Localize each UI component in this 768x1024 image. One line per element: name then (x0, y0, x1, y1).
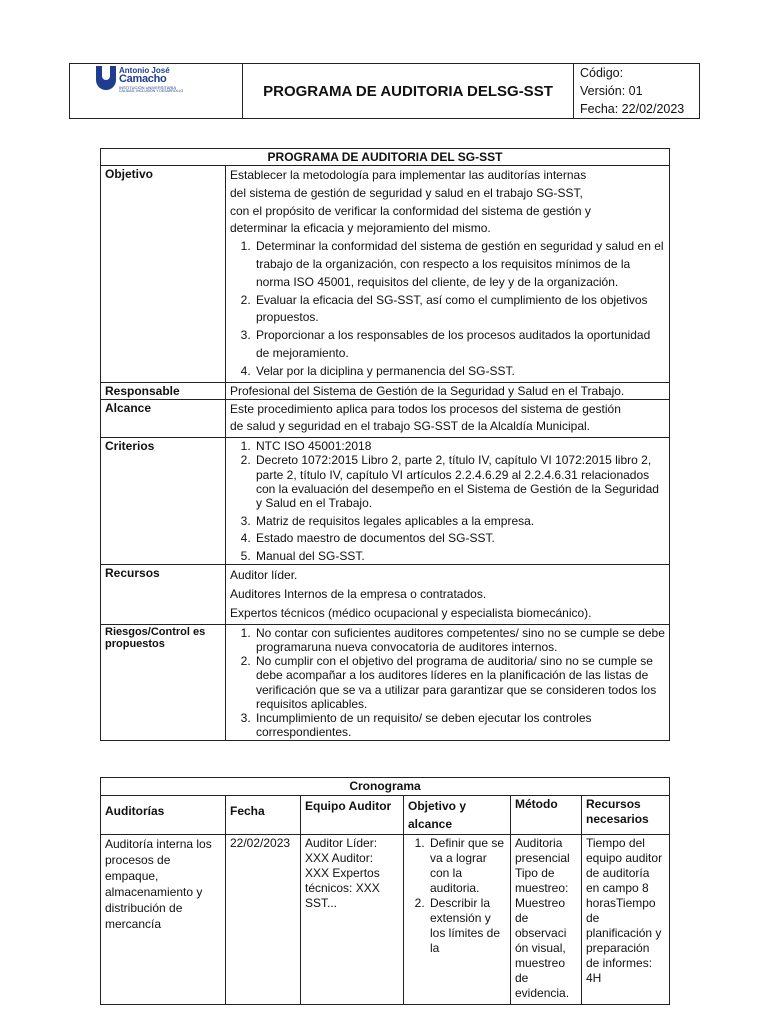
table-row (101, 835, 670, 1005)
objetivo-intro-4: determinar la eficacia y mejoramiento del mismo. (230, 221, 491, 236)
riesgos-row (101, 624, 670, 741)
row-objetivo-item: 2. Describir la extensión y los límites de la (428, 896, 506, 956)
alcance-value (226, 399, 670, 438)
riesgos-label: Riesgos/Control es propuestos (101, 624, 226, 741)
criterios-list (230, 439, 665, 563)
objetivo-item: 3. Proporcionar a los responsables de los procesos auditados la oportunidad de mejoramiento. (254, 327, 665, 363)
criterio-item: 4. Estado maestro de documentos del SG-SST. (254, 531, 665, 545)
riesgos-content (226, 624, 670, 741)
riesgos-list (230, 626, 665, 740)
version-label: Versión: 01 (580, 84, 643, 98)
logo-line1: Antonio José (119, 66, 170, 75)
criterio-item: 3. Matriz de requisitos legales aplicables a la empresa. (254, 514, 665, 528)
col-objetivo: Objetivo y alcance (404, 796, 511, 835)
fecha-label: Fecha: 22/02/2023 (580, 102, 685, 116)
objetivo-item: 1. Determinar la conformidad del sistema de gestión en seguridad y salud en el trabajo de la organización, con respecto a los requisitos mínimos de la norma ISO 45001, requisitos del cliente, de ley y de la organización. (254, 238, 665, 291)
page-title: PROGRAMA DE AUDITORIA DELSG-SST (243, 64, 574, 119)
row-objetivo-item: 1. Definir que se va a lograr con la auditoria. (428, 836, 506, 896)
program-title: PROGRAMA DE AUDITORIA DEL SG-SST (101, 149, 670, 166)
cronograma-title: Cronograma (101, 778, 670, 796)
col-metodo: Método (511, 796, 582, 835)
row-auditorias: Auditoría interna los procesos de empaque, almacenamiento y distribución de mercancía (101, 835, 226, 1005)
recurso-item: Auditores Internos de la empresa o contratados. (230, 586, 487, 601)
row-recursos: Tiempo del equipo auditor de auditoría en campo 8 horasTiempo de planificación y preparación de informes: 4H (582, 835, 670, 1005)
recursos-content (226, 564, 670, 624)
row-equipo: Auditor Líder: XXX Auditor: XXX Expertos técnicos: XXX SST... (301, 835, 404, 1005)
objetivo-list (230, 238, 665, 380)
alcance-label: Alcance (101, 399, 226, 438)
criterio-item: 1. NTC ISO 45001:2018 (254, 439, 665, 453)
logo-icon (96, 66, 116, 90)
col-recursos: Recursos necesarios (582, 796, 670, 835)
objetivo-item: 2. Evaluar la eficacia del SG-SST, así como el cumplimiento de los objetivos propuestos. (254, 292, 665, 328)
objetivo-intro-1: Establecer la metodología para implementar las auditorías internas (230, 168, 587, 182)
objetivo-label: Objetivo (101, 166, 226, 383)
riesgo-item: 2. No cumplir con el objetivo del programa de auditoria/ sino no se cumple se debe acompañar a los auditores líderes en la planificación de las listas de verificación que se va a utilizar para garantizar que se consideren todos los requisitos aplicables. (254, 654, 665, 711)
col-equipo: Equipo Auditor (301, 796, 404, 835)
logo-line4: CALIDAD, INCLUSIÓN Y DESARROLLO (119, 89, 184, 93)
criterios-row (101, 438, 670, 565)
recursos-label: Recursos (101, 564, 226, 624)
logo-cell (70, 64, 243, 119)
row-fecha: 22/02/2023 (226, 835, 301, 1005)
col-fecha: Fecha (226, 796, 301, 835)
audit-program-table (100, 148, 670, 741)
col-auditorias: Auditorías (101, 796, 226, 835)
objetivo-item: 4. Velar por la diciplina y permanencia del SG-SST. (254, 363, 665, 381)
alcance-line: Este procedimiento aplica para todos los procesos del sistema de gestión (230, 401, 621, 416)
cronograma-table (100, 777, 670, 1005)
riesgo-item: 3. Incumplimiento de un requisito/ se deben ejecutar los controles correspondientes. (254, 711, 665, 739)
objetivo-intro-3: con el propósito de verificar la conformidad del sistema de gestión y (230, 203, 591, 218)
objetivo-content (226, 166, 670, 383)
recurso-item: Auditor líder. (230, 567, 298, 582)
document-code-block (574, 64, 700, 119)
codigo-label: Código: (580, 66, 624, 80)
criterios-label: Criterios (101, 438, 226, 565)
institution-logo (96, 66, 216, 94)
logo-line3: INSTITUCIÓN UNIVERSITARIA (119, 85, 177, 90)
alcance-line: de salud y seguridad en el trabajo SG-SST de la Alcaldía Municipal. (230, 419, 590, 434)
row-objetivo (404, 835, 511, 1005)
objetivo-row (101, 166, 670, 383)
objetivo-intro-2: del sistema de gestión de seguridad y salud en el trabajo SG-SST, (230, 185, 583, 200)
riesgo-item: 1. No contar con suficientes auditores competentes/ sino no se cumple se debe programaruna nueva convocatoria de auditores internos. (254, 626, 665, 654)
document-header (69, 63, 700, 119)
criterio-item: 2. Decreto 1072:2015 Libro 2, parte 2, título IV, capítulo VI 1072:2015 libro 2, parte 2, título IV, capítulo VI artículos 2.2.4.6.29 al 2.2.4.6.31 relacionados con la evaluación del desempeño en el Sistema de Gestión de la Seguridad y Salud en el Trabajo. (254, 453, 665, 510)
row-metodo: Auditoria presencial Tipo de muestreo: Muestreo de observaci ón visual, muestreo de evidencia. (511, 835, 582, 1005)
responsable-value: Profesional del Sistema de Gestión de la Seguridad y Salud en el Trabajo. (226, 382, 670, 399)
recurso-item: Expertos técnicos (médico ocupacional y especialista biomecánico). (230, 605, 592, 620)
logo-line2: Camacho (119, 73, 167, 85)
responsable-row (101, 382, 670, 399)
row-objetivo-list (408, 836, 506, 956)
cronograma-header-row (101, 796, 670, 835)
responsable-label: Responsable (101, 382, 226, 399)
criterio-item: 5. Manual del SG-SST. (254, 549, 665, 563)
criterios-content (226, 438, 670, 565)
recursos-row (101, 564, 670, 624)
alcance-row (101, 399, 670, 438)
